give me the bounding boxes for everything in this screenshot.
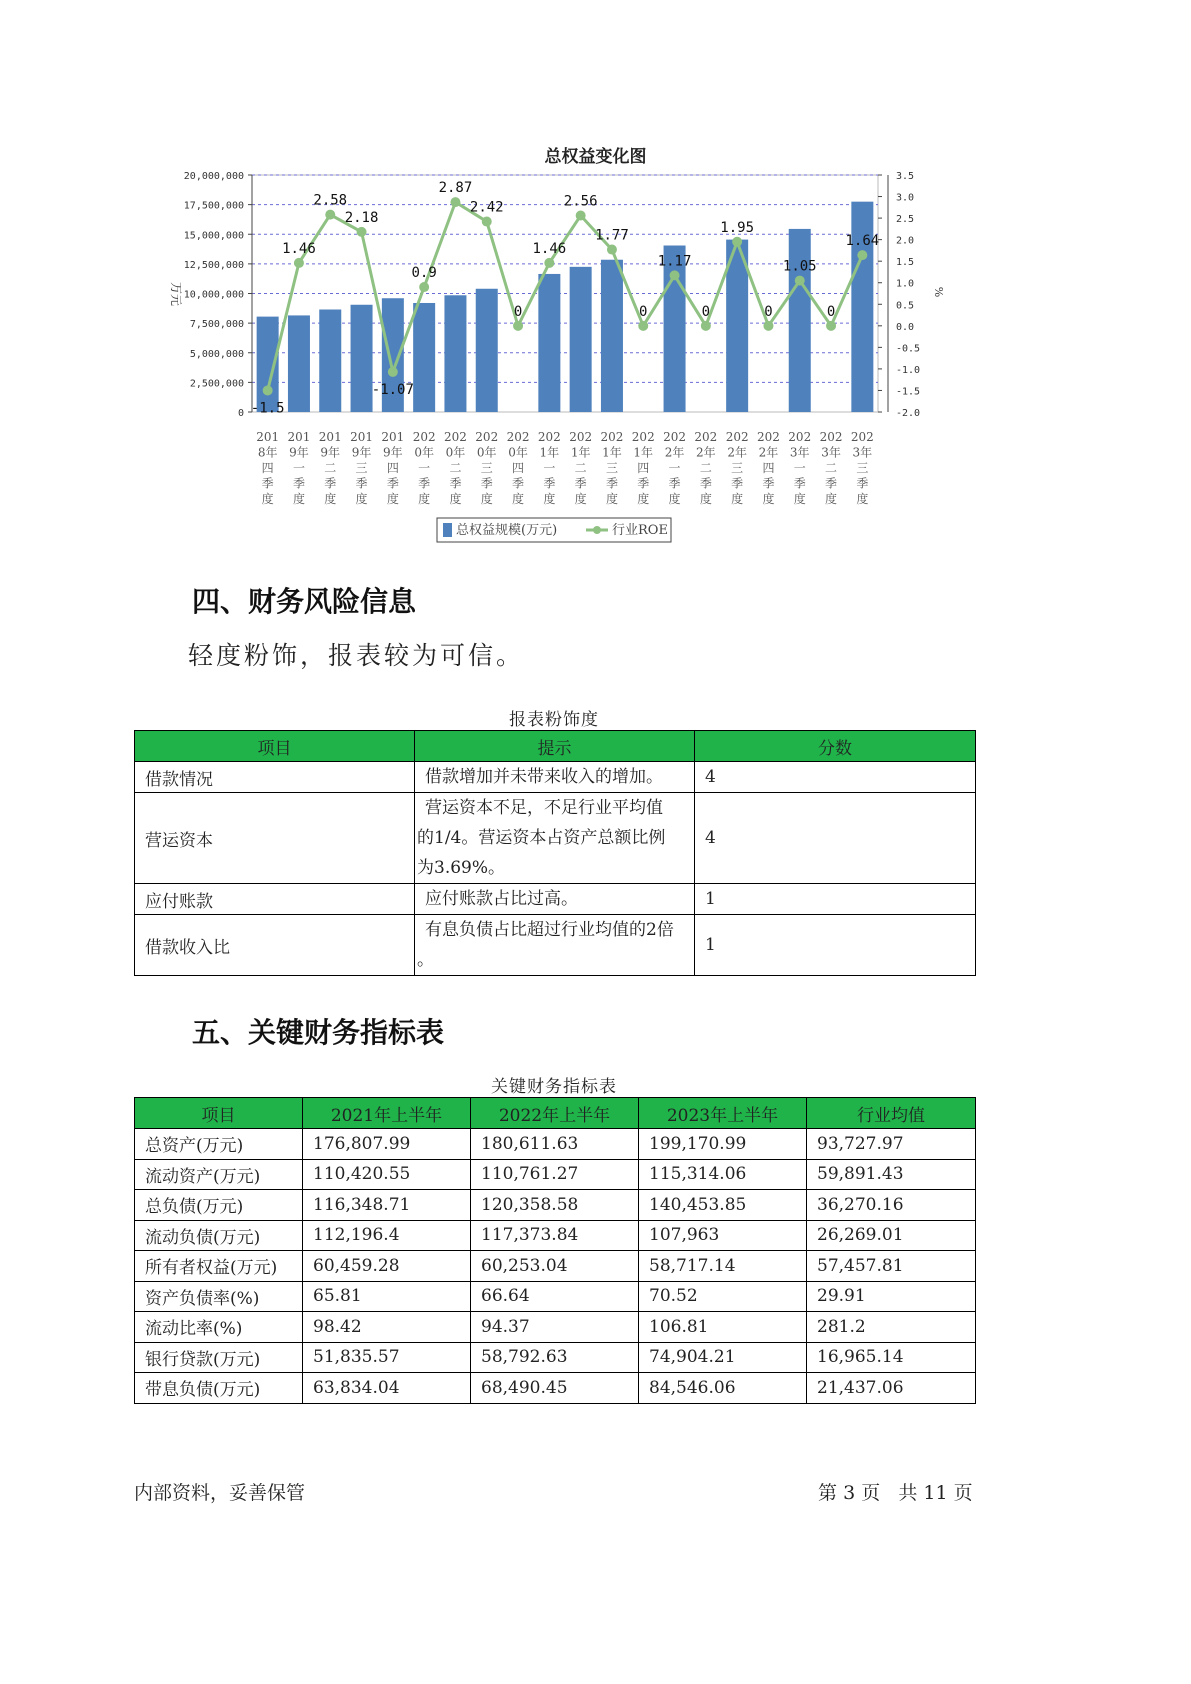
x-tick-label: 9年 bbox=[289, 445, 309, 460]
x-tick-label: 202 bbox=[537, 430, 561, 444]
right-tick-label: 0.0 bbox=[896, 321, 915, 333]
x-tick-label: 度 bbox=[292, 492, 305, 506]
indicator-value: 110,420.55 bbox=[303, 1159, 471, 1190]
indicator-value: 63,834.04 bbox=[303, 1373, 471, 1404]
legend-label-roe: 行业ROE bbox=[612, 523, 668, 538]
indicator-value: 68,490.45 bbox=[471, 1373, 639, 1404]
equity-roe-chart bbox=[0, 0, 1191, 560]
indicator-value: 36,270.16 bbox=[807, 1190, 976, 1221]
x-tick-label: 202 bbox=[412, 430, 436, 444]
x-tick-label: 202 bbox=[600, 430, 624, 444]
indicator-name: 总负债(万元) bbox=[135, 1190, 303, 1221]
x-tick-label: 三 bbox=[480, 461, 493, 475]
indicator-value: 281.2 bbox=[807, 1312, 976, 1343]
indicator-value: 58,717.14 bbox=[639, 1251, 807, 1282]
left-tick-label: 5,000,000 bbox=[189, 348, 244, 360]
indicator-header: 2023年上半年 bbox=[639, 1098, 807, 1129]
x-tick-label: 9年 bbox=[383, 445, 403, 460]
x-tick-label: 一 bbox=[793, 461, 806, 475]
row-score: 1 bbox=[695, 884, 976, 915]
x-tick-label: 季 bbox=[637, 476, 650, 491]
indicator-value: 59,891.43 bbox=[807, 1159, 976, 1190]
chart-title: 总权益变化图 bbox=[544, 147, 647, 167]
section5-heading: 五、关键财务指标表 bbox=[192, 1016, 445, 1049]
bar bbox=[789, 229, 811, 412]
row-hint bbox=[415, 884, 695, 915]
x-tick-label: 季 bbox=[668, 476, 681, 491]
data-label: 2.58 bbox=[313, 192, 348, 209]
x-tick-label: 202 bbox=[569, 430, 593, 444]
bar bbox=[570, 267, 592, 412]
bar bbox=[538, 274, 560, 412]
roe-point bbox=[513, 321, 523, 331]
roe-point bbox=[670, 270, 680, 280]
page-suffix: 页 bbox=[953, 1482, 973, 1504]
right-axis-label: % bbox=[932, 286, 945, 298]
data-label: 1.17 bbox=[657, 253, 692, 270]
roe-point bbox=[576, 211, 586, 221]
indicator-value: 176,807.99 bbox=[303, 1129, 471, 1160]
roe-point bbox=[482, 217, 492, 227]
x-tick-label: 2年 bbox=[696, 445, 716, 460]
legend-label-equity: 总权益规模(万元) bbox=[456, 523, 558, 538]
x-tick-label: 度 bbox=[418, 492, 431, 506]
left-tick-label: 12,500,000 bbox=[183, 259, 244, 271]
x-tick-label: 度 bbox=[386, 492, 399, 506]
x-tick-label: 度 bbox=[512, 492, 525, 506]
data-label: 1.46 bbox=[532, 240, 567, 257]
legend-point-swatch bbox=[593, 526, 601, 534]
indicator-value: 51,835.57 bbox=[303, 1342, 471, 1373]
x-tick-label: 202 bbox=[819, 430, 843, 444]
x-tick-label: 2年 bbox=[727, 445, 747, 460]
section4-text: 轻度粉饰，报表较为可信。 bbox=[188, 641, 525, 670]
table-row bbox=[135, 1159, 976, 1190]
roe-point bbox=[701, 321, 711, 331]
data-label: 0 bbox=[764, 303, 773, 320]
indicator-value: 110,761.27 bbox=[471, 1159, 639, 1190]
x-tick-label: 202 bbox=[694, 430, 718, 444]
x-tick-label: 季 bbox=[699, 476, 712, 491]
x-tick-label: 9年 bbox=[320, 445, 341, 460]
x-tick-label: 201 bbox=[350, 430, 374, 444]
table-row bbox=[135, 793, 976, 884]
section4-heading: 四、财务风险信息 bbox=[192, 585, 417, 618]
x-tick-label: 度 bbox=[574, 492, 587, 506]
right-tick-label: -1.0 bbox=[896, 364, 921, 376]
x-tick-label: 度 bbox=[793, 492, 806, 506]
x-tick-label: 一 bbox=[292, 461, 305, 475]
roe-point bbox=[357, 227, 367, 237]
hint-line: 有息负债占比超过行业均值的2倍 bbox=[425, 920, 674, 940]
indicator-value: 94.37 bbox=[471, 1312, 639, 1343]
x-tick-label: 四 bbox=[386, 461, 399, 475]
x-tick-label: 三 bbox=[355, 461, 368, 475]
roe-point bbox=[388, 367, 398, 377]
x-tick-label: 201 bbox=[381, 430, 405, 444]
bar bbox=[351, 305, 373, 412]
indicator-value: 58,792.63 bbox=[471, 1342, 639, 1373]
roe-point bbox=[732, 237, 742, 247]
x-tick-label: 0年 bbox=[414, 445, 434, 460]
indicator-name: 银行贷款(万元) bbox=[135, 1342, 303, 1373]
indicator-value: 106.81 bbox=[639, 1312, 807, 1343]
indicator-header: 项目 bbox=[135, 1098, 303, 1129]
indicator-value: 21,437.06 bbox=[807, 1373, 976, 1404]
indicator-value: 115,314.06 bbox=[639, 1159, 807, 1190]
x-tick-label: 202 bbox=[725, 430, 749, 444]
x-tick-label: 度 bbox=[637, 492, 650, 506]
x-tick-label: 202 bbox=[663, 430, 687, 444]
data-label: 1.05 bbox=[782, 258, 817, 275]
indicator-name: 总资产(万元) bbox=[135, 1129, 303, 1160]
x-tick-label: 度 bbox=[762, 492, 775, 506]
indicator-value: 74,904.21 bbox=[639, 1342, 807, 1373]
x-tick-label: 度 bbox=[731, 492, 744, 506]
roe-point bbox=[763, 321, 773, 331]
roe-point bbox=[607, 245, 617, 255]
x-tick-label: 二 bbox=[574, 461, 587, 475]
indicator-value: 93,727.97 bbox=[807, 1129, 976, 1160]
right-tick-label: 2.0 bbox=[896, 235, 915, 247]
header-score: 分数 bbox=[695, 731, 976, 762]
data-label: 2.18 bbox=[344, 209, 379, 226]
x-tick-label: 二 bbox=[699, 461, 712, 475]
data-label: 1.77 bbox=[595, 227, 629, 244]
data-label: 0 bbox=[826, 303, 836, 320]
roe-point bbox=[795, 276, 805, 286]
x-tick-label: 201 bbox=[287, 430, 311, 444]
page-number bbox=[818, 1478, 973, 1505]
right-tick-label: -2.0 bbox=[896, 408, 921, 419]
table-row bbox=[135, 1281, 976, 1312]
bar bbox=[444, 295, 466, 412]
row-hint bbox=[415, 762, 695, 793]
right-tick-label: 1.5 bbox=[896, 257, 915, 269]
indicator-value: 98.42 bbox=[303, 1312, 471, 1343]
indicator-value: 199,170.99 bbox=[639, 1129, 807, 1160]
x-tick-label: 三 bbox=[731, 461, 744, 475]
table-row bbox=[135, 1190, 976, 1221]
right-tick-label: 0.5 bbox=[896, 300, 915, 312]
data-label: 2.42 bbox=[469, 199, 504, 216]
page-total-prefix: 共 bbox=[898, 1482, 918, 1504]
x-tick-label: 季 bbox=[449, 476, 462, 491]
hint-line: 应付账款占比过高。 bbox=[425, 889, 578, 909]
indicator-value: 120,358.58 bbox=[471, 1190, 639, 1221]
table-row bbox=[135, 1373, 976, 1404]
indicator-name: 流动负债(万元) bbox=[135, 1220, 303, 1251]
indicator-name: 资产负债率(%) bbox=[135, 1281, 303, 1312]
left-tick-label: 15,000,000 bbox=[183, 230, 244, 242]
indicator-value: 65.81 bbox=[303, 1281, 471, 1312]
table-row bbox=[135, 1129, 976, 1160]
right-tick-label: 3.0 bbox=[896, 192, 915, 204]
x-tick-label: 202 bbox=[788, 430, 812, 444]
x-tick-label: 季 bbox=[292, 476, 305, 491]
x-tick-label: 9年 bbox=[351, 445, 372, 460]
x-tick-label: 度 bbox=[449, 492, 462, 506]
x-tick-label: 季 bbox=[762, 476, 775, 491]
bar bbox=[413, 303, 435, 412]
indicator-value: 107,963 bbox=[639, 1220, 807, 1251]
x-tick-label: 2年 bbox=[664, 445, 685, 460]
x-tick-label: 度 bbox=[543, 492, 556, 506]
data-label: 1.46 bbox=[282, 240, 316, 257]
x-tick-label: 一 bbox=[668, 461, 681, 475]
data-label: 0.9 bbox=[411, 265, 437, 282]
x-tick-label: 季 bbox=[355, 476, 368, 491]
row-hint bbox=[415, 915, 695, 976]
x-tick-label: 202 bbox=[631, 430, 655, 444]
roe-point bbox=[857, 250, 867, 260]
x-tick-label: 三 bbox=[605, 461, 618, 475]
x-tick-label: 201 bbox=[318, 430, 342, 444]
x-tick-label: 202 bbox=[850, 430, 874, 444]
table-row bbox=[135, 915, 976, 976]
table-row bbox=[135, 1342, 976, 1373]
data-label: -1.07 bbox=[371, 381, 414, 398]
indicator-value: 180,611.63 bbox=[471, 1129, 639, 1160]
x-tick-label: 度 bbox=[324, 492, 337, 506]
right-tick-label: 3.5 bbox=[896, 171, 915, 182]
indicator-header: 行业均值 bbox=[807, 1098, 976, 1129]
x-tick-label: 四 bbox=[637, 461, 650, 475]
bar bbox=[288, 315, 310, 412]
x-tick-label: 0年 bbox=[508, 445, 528, 460]
x-tick-label: 3年 bbox=[852, 445, 873, 460]
x-tick-label: 季 bbox=[856, 476, 869, 491]
x-tick-label: 季 bbox=[480, 476, 493, 491]
data-label: 0 bbox=[513, 303, 523, 320]
x-tick-label: 季 bbox=[418, 476, 431, 491]
x-tick-label: 季 bbox=[731, 476, 744, 491]
data-label: 0 bbox=[701, 303, 711, 320]
x-tick-label: 季 bbox=[793, 476, 806, 491]
footer-confidential: 内部资料，妥善保管 bbox=[134, 1482, 306, 1504]
indicator-name: 带息负债(万元) bbox=[135, 1373, 303, 1404]
indicator-value: 66.64 bbox=[471, 1281, 639, 1312]
x-tick-label: 201 bbox=[256, 430, 280, 444]
x-tick-label: 0年 bbox=[445, 445, 466, 460]
data-label: 0 bbox=[639, 303, 648, 320]
x-tick-label: 季 bbox=[543, 476, 556, 491]
left-tick-label: 10,000,000 bbox=[183, 289, 244, 301]
left-tick-label: 17,500,000 bbox=[183, 200, 244, 212]
left-axis-label: 万元 bbox=[169, 281, 183, 307]
table-row bbox=[135, 1251, 976, 1282]
roe-point bbox=[450, 197, 460, 207]
x-tick-label: 1年 bbox=[570, 445, 591, 460]
page-current: 3 bbox=[843, 1482, 856, 1504]
data-label: 2.87 bbox=[438, 180, 473, 197]
x-tick-label: 二 bbox=[825, 461, 838, 475]
indicator-value: 140,453.85 bbox=[639, 1190, 807, 1221]
roe-point bbox=[325, 210, 335, 220]
indicator-name: 所有者权益(万元) bbox=[135, 1251, 303, 1282]
indicator-value: 60,253.04 bbox=[471, 1251, 639, 1282]
x-tick-label: 度 bbox=[261, 492, 274, 506]
hint-line: 为3.69%。 bbox=[417, 858, 506, 878]
indicator-value: 112,196.4 bbox=[303, 1220, 471, 1251]
data-label: 1.95 bbox=[720, 219, 755, 236]
right-tick-label: -1.5 bbox=[896, 386, 921, 398]
data-label: 2.56 bbox=[563, 193, 598, 210]
x-tick-label: 季 bbox=[386, 476, 399, 491]
x-tick-label: 0年 bbox=[476, 445, 497, 460]
data-label: -1.5 bbox=[250, 400, 285, 417]
x-tick-label: 8年 bbox=[257, 445, 278, 460]
x-tick-label: 度 bbox=[825, 492, 838, 506]
x-tick-label: 二 bbox=[324, 461, 337, 475]
indicator-value: 116,348.71 bbox=[303, 1190, 471, 1221]
roe-point bbox=[826, 321, 836, 331]
indicator-header: 2021年上半年 bbox=[303, 1098, 471, 1129]
row-score: 4 bbox=[695, 762, 976, 793]
x-tick-label: 202 bbox=[756, 430, 780, 444]
x-tick-label: 季 bbox=[825, 476, 838, 491]
row-item: 应付账款 bbox=[135, 884, 415, 915]
x-tick-label: 3年 bbox=[789, 445, 810, 460]
left-tick-label: 7,500,000 bbox=[189, 319, 244, 331]
row-score: 4 bbox=[695, 793, 976, 884]
data-label: 1.64 bbox=[845, 233, 880, 250]
legend-bar-swatch bbox=[443, 523, 452, 537]
indicator-table bbox=[134, 1097, 976, 1404]
indicator-value: 84,546.06 bbox=[639, 1373, 807, 1404]
table-row bbox=[135, 1220, 976, 1251]
x-tick-label: 季 bbox=[605, 476, 618, 491]
right-tick-label: 2.5 bbox=[896, 214, 915, 226]
header-hint: 提示 bbox=[415, 731, 695, 762]
x-tick-label: 度 bbox=[605, 492, 618, 506]
x-tick-label: 2年 bbox=[758, 445, 779, 460]
x-tick-label: 1年 bbox=[633, 445, 654, 460]
hint-line: 借款增加并未带来收入的增加。 bbox=[425, 767, 663, 787]
right-tick-label: -0.5 bbox=[896, 343, 921, 355]
left-tick-label: 0 bbox=[237, 408, 244, 419]
roe-point bbox=[638, 321, 648, 331]
x-tick-label: 二 bbox=[449, 461, 462, 475]
indicator-value: 70.52 bbox=[639, 1281, 807, 1312]
indicator-name: 流动比率(%) bbox=[135, 1312, 303, 1343]
x-tick-label: 季 bbox=[574, 476, 587, 491]
x-tick-label: 一 bbox=[543, 461, 556, 475]
x-tick-label: 四 bbox=[512, 461, 525, 475]
roe-point bbox=[419, 282, 429, 292]
x-tick-label: 四 bbox=[762, 461, 775, 475]
row-item: 营运资本 bbox=[135, 793, 415, 884]
bar bbox=[319, 309, 341, 412]
indicator-name: 流动资产(万元) bbox=[135, 1159, 303, 1190]
table-row bbox=[135, 884, 976, 915]
x-tick-label: 202 bbox=[506, 430, 530, 444]
indicator-table-caption: 关键财务指标表 bbox=[491, 1077, 617, 1097]
x-tick-label: 3年 bbox=[821, 445, 841, 460]
indicator-value: 117,373.84 bbox=[471, 1220, 639, 1251]
row-item: 借款情况 bbox=[135, 762, 415, 793]
indicator-value: 26,269.01 bbox=[807, 1220, 976, 1251]
row-item: 借款收入比 bbox=[135, 915, 415, 976]
hint-line: 。 bbox=[417, 950, 434, 970]
x-tick-label: 202 bbox=[475, 430, 499, 444]
left-tick-label: 2,500,000 bbox=[189, 378, 244, 390]
x-tick-label: 度 bbox=[355, 492, 368, 506]
page-mid: 页 bbox=[861, 1482, 881, 1504]
x-tick-label: 度 bbox=[668, 492, 681, 506]
indicator-value: 60,459.28 bbox=[303, 1251, 471, 1282]
header-item: 项目 bbox=[135, 731, 415, 762]
left-tick-label: 20,000,000 bbox=[183, 171, 244, 182]
hint-line: 营运资本不足，不足行业平均值 bbox=[425, 798, 663, 818]
bar bbox=[476, 289, 498, 412]
bar bbox=[601, 260, 623, 412]
x-tick-label: 三 bbox=[856, 461, 869, 475]
x-tick-label: 季 bbox=[324, 476, 337, 491]
x-tick-label: 度 bbox=[856, 492, 869, 506]
hint-line: 的1/4。营运资本占资产总额比例 bbox=[417, 828, 666, 848]
roe-point bbox=[263, 385, 273, 395]
row-hint bbox=[415, 793, 695, 884]
right-tick-label: 1.0 bbox=[896, 278, 915, 290]
indicator-header: 2022年上半年 bbox=[471, 1098, 639, 1129]
roe-point bbox=[294, 258, 304, 268]
page-total: 11 bbox=[923, 1482, 948, 1504]
table-row bbox=[135, 762, 976, 793]
x-tick-label: 一 bbox=[418, 461, 431, 475]
page-prefix: 第 bbox=[818, 1482, 838, 1504]
x-tick-label: 季 bbox=[261, 476, 274, 491]
x-tick-label: 季 bbox=[512, 476, 525, 491]
whitewash-table-caption: 报表粉饰度 bbox=[509, 710, 599, 730]
indicator-value: 16,965.14 bbox=[807, 1342, 976, 1373]
indicator-value: 29.91 bbox=[807, 1281, 976, 1312]
x-tick-label: 度 bbox=[699, 492, 712, 506]
x-tick-label: 1年 bbox=[602, 445, 622, 460]
indicator-value: 57,457.81 bbox=[807, 1251, 976, 1282]
x-tick-label: 202 bbox=[443, 430, 467, 444]
table-row bbox=[135, 1312, 976, 1343]
row-score: 1 bbox=[695, 915, 976, 976]
roe-point bbox=[544, 258, 554, 268]
x-tick-label: 1年 bbox=[539, 445, 560, 460]
x-tick-label: 度 bbox=[480, 492, 493, 506]
whitewash-table bbox=[134, 730, 976, 976]
x-tick-label: 四 bbox=[261, 461, 274, 475]
